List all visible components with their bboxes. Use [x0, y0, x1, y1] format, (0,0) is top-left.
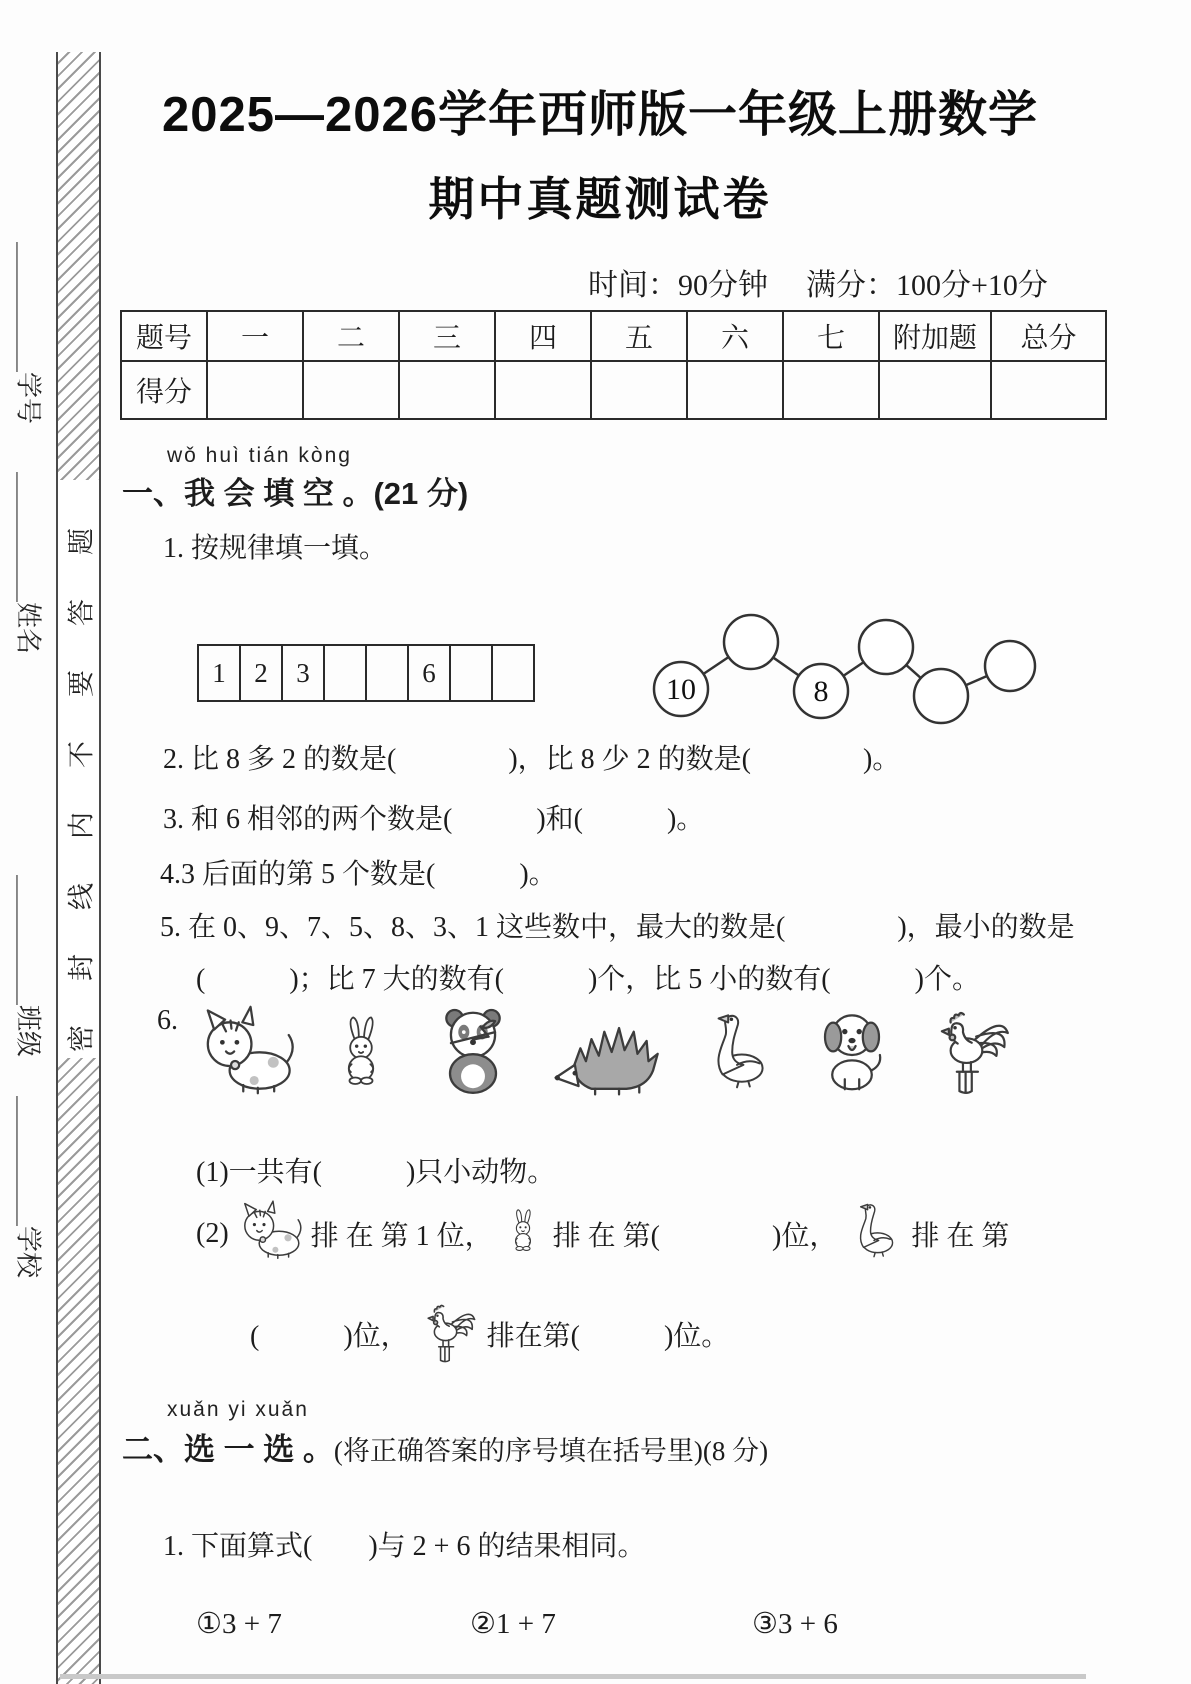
- question-1-4: 4.3 后面的第 5 个数是( )。: [160, 859, 557, 890]
- seal-hatch-bottom: [58, 1058, 99, 1684]
- col-1: 一: [207, 311, 303, 361]
- school-label: ＿＿＿＿＿学校: [13, 1095, 43, 1279]
- score-cell: [879, 361, 991, 419]
- score-cell: [991, 361, 1106, 419]
- bubble-blank: [985, 641, 1035, 691]
- option-1: ①3 + 7: [196, 1608, 282, 1640]
- student-id-label: ＿＿＿＿＿学号: [13, 241, 43, 425]
- exam-info: [588, 260, 1048, 304]
- number-bubbles-chain: [628, 592, 1048, 744]
- section1-pinyin: wǒ huì tián kòng: [167, 444, 352, 467]
- seq-cell-blank: [492, 645, 534, 701]
- col-7: 七: [783, 311, 879, 361]
- section2-note: (将正确答案的序号填在括号里)(8 分): [333, 1436, 769, 1466]
- scan-edge-artifact: [60, 1674, 1086, 1679]
- score-cell: [207, 361, 303, 419]
- score-cell: [303, 361, 399, 419]
- score-cell: [591, 361, 687, 419]
- dog-image: [807, 1003, 897, 1103]
- cat-image: [196, 1003, 296, 1103]
- full-score: 满分：100分+10分: [806, 269, 1048, 302]
- option-3: ③3 + 6: [752, 1608, 838, 1640]
- seq-cell: 2: [240, 645, 282, 701]
- bubble-blank: [914, 669, 968, 723]
- question-1-3: 3. 和 6 相邻的两个数是( )和( )。: [163, 804, 705, 835]
- name-label: ＿＿＿＿＿姓名: [13, 471, 43, 655]
- question-1-5-line2: ( )；比 7 大的数有( )个，比 5 小的数有( )个。: [196, 964, 980, 995]
- rooster-image: [926, 998, 1014, 1103]
- score-cell: [783, 361, 879, 419]
- bubble-10-value: 10: [666, 673, 696, 706]
- section2-pinyin: xuǎn yi xuǎn: [167, 1398, 309, 1421]
- col-4: 四: [495, 311, 591, 361]
- seq-cell-blank: [324, 645, 366, 701]
- option-2: ②1 + 7: [470, 1608, 556, 1640]
- goose-image: [697, 1003, 777, 1103]
- seal-hatch-top: [58, 52, 99, 480]
- number-sequence-table: [197, 644, 535, 702]
- paper-title-line1: 2025—2026学年西师版一年级上册数学: [161, 88, 1038, 142]
- section1-heading: 一、我 会 填 空 。(21 分): [122, 476, 469, 511]
- animal-row: [196, 998, 1014, 1103]
- cat-inline-image: [237, 1200, 303, 1268]
- bubble-8-value: 8: [813, 675, 829, 708]
- question-1-6-number: 6.: [157, 1005, 178, 1036]
- seq-cell-blank: [450, 645, 492, 701]
- paper-title-line2: 期中真题测试卷: [428, 173, 772, 225]
- section2-heading: 二、选 一 选 。(将正确答案的序号填在括号里)(8 分): [122, 1432, 769, 1467]
- seq-cell-blank: [366, 645, 408, 701]
- question-1-6-part1: (1)一共有( )只小动物。: [196, 1157, 556, 1188]
- rabbit-image: [325, 1003, 397, 1103]
- question-1-5-line1: 5. 在 0、9、7、5、8、3、1 这些数中，最大的数是( )，最小的数是: [160, 912, 1075, 943]
- col-bonus: 附加题: [879, 311, 991, 361]
- score-cell: [399, 361, 495, 419]
- goose-inline-image: [845, 1200, 903, 1268]
- rabbit-inline-image: [501, 1201, 545, 1267]
- hedgehog-image: [548, 1006, 668, 1103]
- col-5: 五: [591, 311, 687, 361]
- question-1-6-part2-line2: ( )位， 排在第( )位。: [250, 1290, 729, 1378]
- question-2-1: 1. 下面算式( )与 2 + 6 的结果相同。: [163, 1531, 646, 1562]
- col-6: 六: [687, 311, 783, 361]
- col-total: 总分: [991, 311, 1106, 361]
- bubble-blank: [724, 615, 778, 669]
- seq-cell: 3: [282, 645, 324, 701]
- class-label: ＿＿＿＿＿班级: [13, 874, 43, 1058]
- score-table-score-row: [121, 361, 1106, 419]
- col-2: 二: [303, 311, 399, 361]
- seq-cell: 6: [408, 645, 450, 701]
- score-row-label: 得分: [121, 361, 207, 419]
- question-1-6-part2-line1: (2) 排 在 第 1 位， 排 在 第( )位， 排 在 第: [196, 1200, 1009, 1268]
- col-3: 三: [399, 311, 495, 361]
- bubble-blank: [859, 620, 913, 674]
- score-table-header-row: [121, 311, 1106, 361]
- panda-image: [427, 1003, 519, 1103]
- time-limit: 时间：90分钟: [588, 269, 768, 302]
- question-1-1: 1. 按规律填一填。: [163, 533, 388, 564]
- seq-cell: 1: [198, 645, 240, 701]
- rooster-inline-image: [417, 1290, 479, 1378]
- score-cell: [495, 361, 591, 419]
- question-1-2: 2. 比 8 多 2 的数是( )，比 8 少 2 的数是( )。: [163, 744, 901, 775]
- col-question-number: 题号: [121, 311, 207, 361]
- score-table: [120, 310, 1107, 420]
- seal-line-text: 密封线内不要答题: [66, 484, 97, 1052]
- score-cell: [687, 361, 783, 419]
